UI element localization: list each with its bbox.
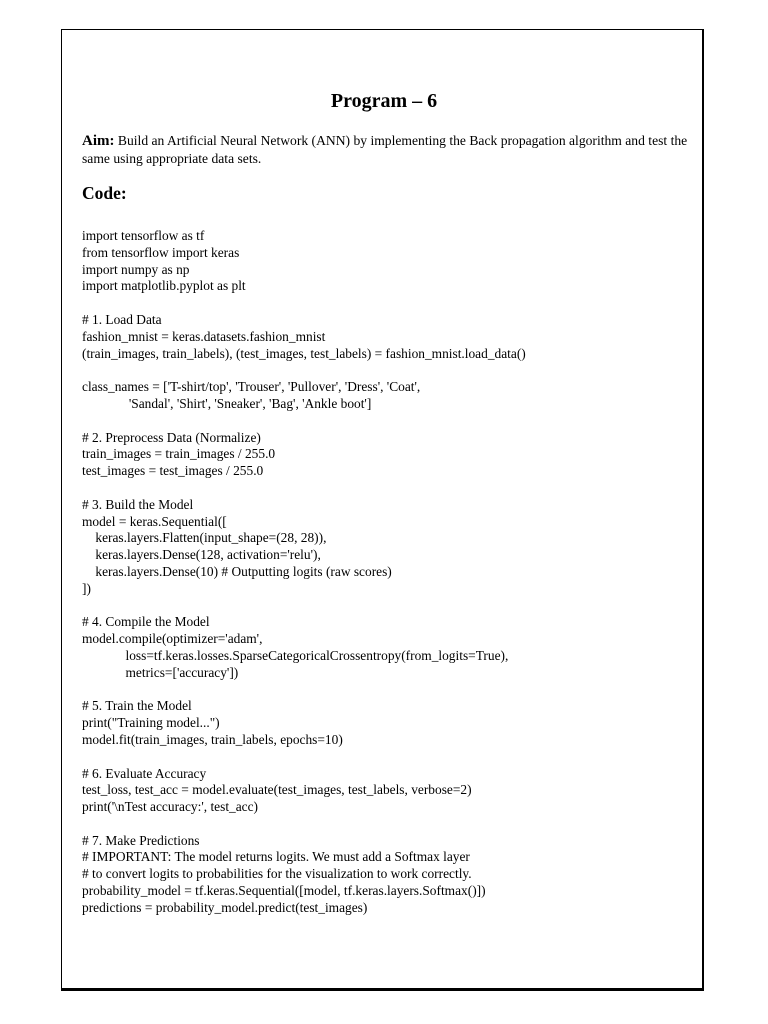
- code-line: model.compile(optimizer='adam',: [82, 631, 263, 647]
- code-line: test_loss, test_acc = model.evaluate(test_images, test_labels, verbose=2): [82, 782, 472, 798]
- code-line: # 4. Compile the Model: [82, 614, 210, 630]
- aim-paragraph: [82, 132, 702, 168]
- code-line: class_names = ['T-shirt/top', 'Trouser', 'Pullover', 'Dress', 'Coat',: [82, 379, 421, 395]
- code-line: [82, 480, 702, 497]
- code-line: [82, 413, 702, 430]
- code-line: probability_model = tf.keras.Sequential([model, tf.keras.layers.Softmax()]): [82, 883, 486, 899]
- code-heading: Code:: [82, 183, 127, 203]
- code-line: import matplotlib.pyplot as plt: [82, 278, 246, 294]
- page-title: Program – 6: [330, 90, 438, 112]
- aim-label: Aim:: [82, 133, 115, 149]
- aim-text: Build an Artificial Neural Network (ANN) by implementing the Back propagation algorithm and test the same using appropriate data sets.: [82, 133, 688, 166]
- code-line: # 3. Build the Model: [82, 496, 194, 512]
- code-line: print("Training model..."): [82, 715, 220, 731]
- code-line: # 1. Load Data: [82, 311, 162, 327]
- code-line: [82, 682, 702, 699]
- code-line: fashion_mnist = keras.datasets.fashion_mnist: [82, 328, 326, 344]
- code-line: [82, 598, 702, 615]
- code-line: 'Sandal', 'Shirt', 'Sneaker', 'Bag', 'Ankle boot']: [82, 395, 372, 411]
- code-line: import tensorflow as tf: [82, 228, 205, 243]
- code-line: loss=tf.keras.losses.SparseCategoricalCrossentropy(from_logits=True),: [82, 647, 509, 663]
- code-line: # IMPORTANT: The model returns logits. We must add a Softmax layer: [82, 849, 470, 865]
- code-line: predictions = probability_model.predict(test_images): [82, 899, 368, 915]
- code-line: from tensorflow import keras: [82, 244, 240, 260]
- code-line: keras.layers.Dense(128, activation='relu'),: [82, 547, 321, 563]
- code-line: # 2. Preprocess Data (Normalize): [82, 429, 261, 445]
- code-line: keras.layers.Flatten(input_shape=(28, 28)),: [82, 530, 327, 546]
- code-block: [82, 228, 702, 917]
- code-line: (train_images, train_labels), (test_images, test_labels) = fashion_mnist.load_data(): [82, 345, 526, 361]
- code-line: [82, 816, 702, 833]
- code-line: keras.layers.Dense(10) # Outputting logits (raw scores): [82, 563, 392, 579]
- code-line: model = keras.Sequential([: [82, 513, 227, 529]
- code-line: metrics=['accuracy']): [82, 664, 239, 680]
- code-line: print('\nTest accuracy:', test_acc): [82, 799, 259, 815]
- code-line: [82, 362, 702, 379]
- code-line: test_images = test_images / 255.0: [82, 463, 264, 479]
- code-line: train_images = train_images / 255.0: [82, 446, 276, 462]
- code-line: import numpy as np: [82, 261, 190, 277]
- code-line: # 6. Evaluate Accuracy: [82, 765, 207, 781]
- code-line: ]): [82, 580, 91, 596]
- code-line: [82, 749, 702, 766]
- code-line: [82, 295, 702, 312]
- code-line: model.fit(train_images, train_labels, epochs=10): [82, 731, 343, 747]
- code-line: # 7. Make Predictions: [82, 832, 200, 848]
- code-line: # to convert logits to probabilities for the visualization to work correctly.: [82, 866, 472, 882]
- code-line: # 5. Train the Model: [82, 698, 192, 714]
